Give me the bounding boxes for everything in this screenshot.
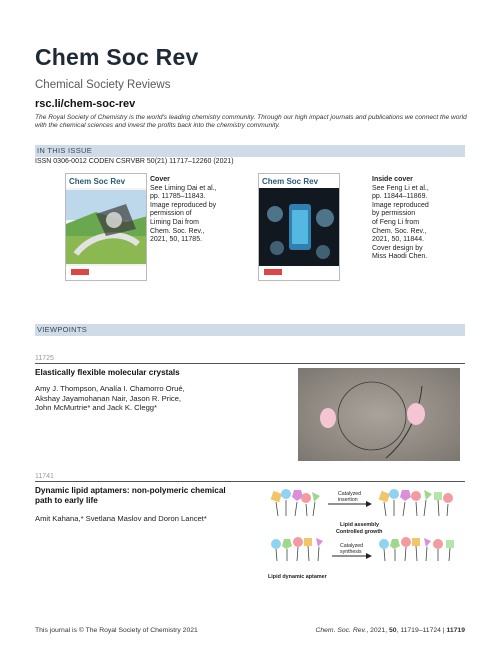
footer-volume: 50 bbox=[389, 627, 397, 634]
label-growth-2: Controlled growth bbox=[336, 529, 383, 535]
article-rule bbox=[35, 481, 465, 482]
lipid-cluster-bottom-right bbox=[379, 537, 454, 561]
lipid-cluster-bottom-left bbox=[271, 537, 323, 561]
label-growth-1: Lipid assembly bbox=[340, 522, 379, 528]
journal-subtitle: Chemical Society Reviews bbox=[35, 79, 171, 91]
article-authors bbox=[35, 514, 207, 524]
author-line: Akshay Jayamohanan Nair, Jason R. Price, bbox=[35, 393, 182, 403]
section-bar-viewpoints: VIEWPOINTS bbox=[35, 324, 465, 336]
cover-caption bbox=[150, 176, 217, 245]
author-line: John McMurtrie* and Jack K. Clegg* bbox=[35, 403, 157, 413]
cover-image-title: Chem Soc Rev bbox=[69, 177, 126, 186]
article-rule bbox=[35, 363, 465, 364]
intro-text: The Royal Society of Chemistry is the world's leading chemistry community. Through our high impact journals and publications we connect the world with the chemical sciences and invest the profits back into the chemistry community. bbox=[35, 114, 467, 130]
inside-cover-image-title: Chem Soc Rev bbox=[262, 177, 319, 186]
label-synthesis-2: synthesis bbox=[340, 549, 362, 555]
inside-cover-line: by permission bbox=[372, 210, 416, 218]
cover-heading: Cover bbox=[150, 176, 170, 183]
title-line: Dynamic lipid aptamers: non-polymeric chemical bbox=[35, 486, 226, 495]
inside-cover-line: of Feng Li from bbox=[372, 218, 420, 226]
author-line: Amy J. Thompson, Analía I. Chamorro Orué, bbox=[35, 384, 185, 393]
lipid-cluster-top-left bbox=[271, 489, 320, 516]
inside-cover-heading: Inside cover bbox=[372, 176, 413, 183]
inside-cover-line: Cover design by bbox=[372, 244, 423, 252]
journal-url[interactable]: rsc.li/chem-soc-rev bbox=[35, 98, 136, 110]
footer-left: This journal is © The Royal Society of Chemistry 2021 bbox=[35, 627, 198, 634]
inside-cover-line: Miss Haodi Chen. bbox=[372, 253, 428, 261]
section-bar-in-this-issue: IN THIS ISSUE bbox=[35, 145, 465, 157]
cover-line: permission of bbox=[150, 210, 192, 218]
journal-title: Chem Soc Rev bbox=[35, 44, 199, 70]
author-line: Amit Kahana,* Svetlana Maslov and Doron Lancet* bbox=[35, 514, 207, 523]
crystal-figure bbox=[298, 368, 460, 461]
cover-line: pp. 11785–11843. bbox=[150, 193, 206, 201]
article-title[interactable]: Elastically flexible molecular crystals bbox=[35, 368, 180, 377]
inside-cover-caption bbox=[372, 176, 429, 262]
label-insertion-1: Catalyzed bbox=[338, 491, 362, 497]
article-page-number: 11725 bbox=[35, 355, 54, 362]
footer-journal: Chem. Soc. Rev. bbox=[315, 627, 367, 634]
inside-cover-line: Chem. Soc. Rev., bbox=[372, 227, 427, 235]
inside-cover-line: 2021, 50, 11844. bbox=[372, 236, 425, 244]
footer-year: , 2021, bbox=[366, 627, 389, 634]
cover-line: Image reproduced by bbox=[150, 201, 217, 209]
article-authors bbox=[35, 384, 185, 413]
inside-cover-line: See Feng Li et al., bbox=[372, 184, 429, 192]
issn-line: ISSN 0306-0012 CODEN CSRVBR 50(21) 11717–12260 (2021) bbox=[35, 158, 234, 165]
label-aptamer: Lipid dynamic aptamer bbox=[268, 574, 327, 580]
cover-line: 2021, 50, 11785. bbox=[150, 236, 203, 244]
footer-pages: , 11719–11724 bbox=[396, 627, 441, 634]
cover-line: Chem. Soc. Rev., bbox=[150, 227, 205, 235]
article-title[interactable] bbox=[35, 486, 226, 506]
label-insertion-2: insertion bbox=[338, 497, 358, 503]
label-synthesis-1: Catalyzed bbox=[340, 543, 364, 549]
article-page-number: 11741 bbox=[35, 473, 54, 480]
lipid-cluster-top-right bbox=[379, 489, 453, 516]
inside-cover-line: Image reproduced bbox=[372, 201, 429, 209]
inside-cover-image bbox=[258, 173, 340, 281]
cover-line: See Liming Dai et al., bbox=[150, 184, 217, 192]
aptamer-figure bbox=[268, 486, 464, 582]
footer-right: Chem. Soc. Rev., 2021, 50, 11719–11724 | 11719 bbox=[315, 627, 465, 634]
title-line: path to early life bbox=[35, 496, 98, 505]
cover-line: Liming Dai from bbox=[150, 218, 200, 226]
footer-page-number: 11719 bbox=[446, 627, 465, 634]
cover-image bbox=[65, 173, 147, 281]
inside-cover-line: pp. 11844–11869. bbox=[372, 193, 428, 201]
